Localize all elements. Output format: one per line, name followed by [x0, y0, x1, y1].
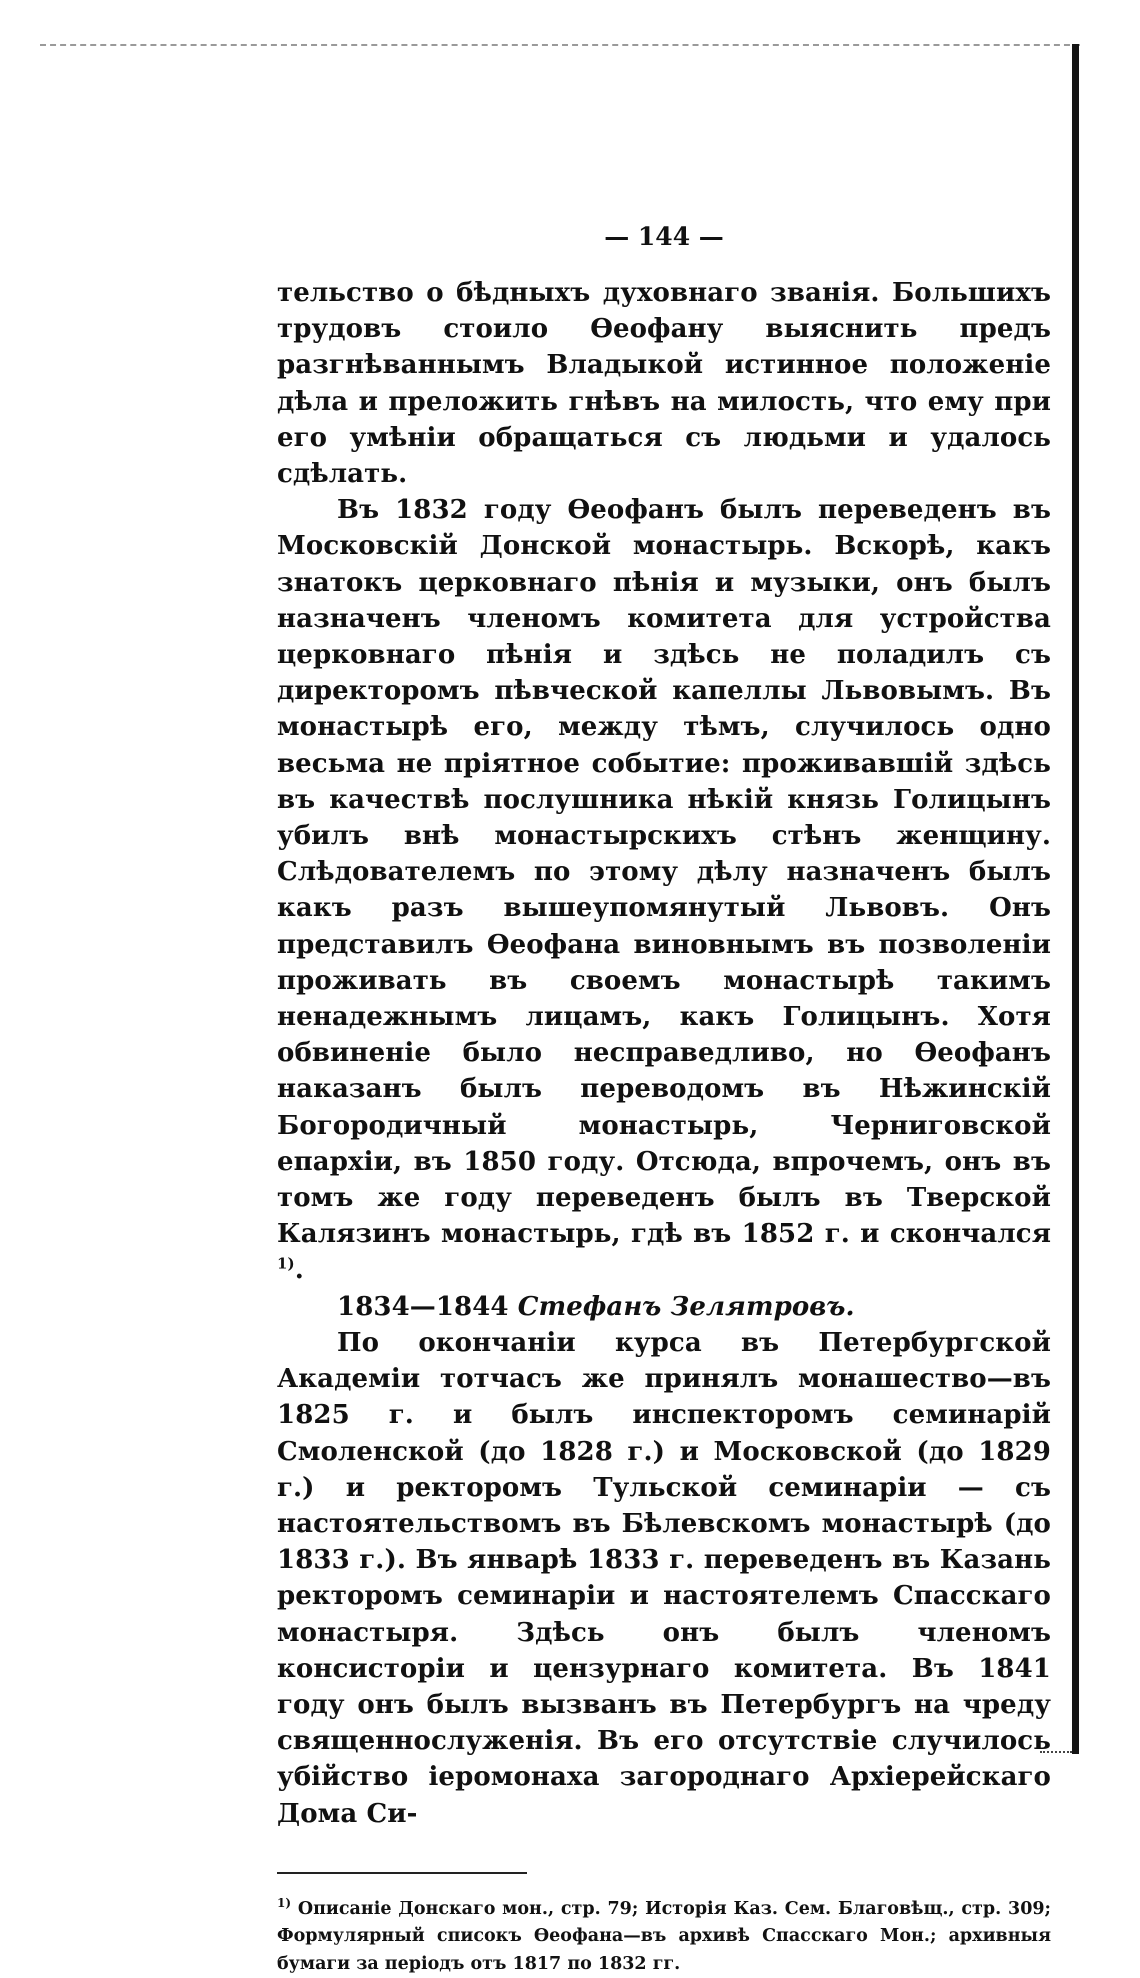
document-page — [277, 222, 1051, 1978]
paragraph-2-text: Въ 1832 году Ѳеофанъ былъ переведенъ въ Московскій Донской монастырь. Вскорѣ, какъ знатокъ церковнаго пѣнія и музыки, онъ былъ назначенъ членомъ комитета для устройства церковнаго пѣнія и здѣсь не поладилъ съ директоромъ пѣвческой капеллы Львовымъ. Въ монастырѣ его, между тѣмъ, случилось одно весьма не пріятное событие: проживавшій здѣсь въ качествѣ послушника нѣкій князь Голицынъ убилъ внѣ монастырскихъ стѣнъ женщину. Слѣдователемъ по этому дѣлу назначенъ былъ какъ разъ вышеупомянутый Львовъ. Онъ представилъ Ѳеофана виновнымъ въ позволеніи проживать въ своемъ монастырѣ такимъ ненадежнымъ лицамъ, какъ Голицынъ. Хотя обвиненіе было несправедливо, но Ѳеофанъ наказанъ былъ переводомъ въ Нѣжинскій Богородичный монастырь, Черниговской епархіи, въ 1850 году. Отсюда, впрочемъ, онъ въ томъ же году переведенъ былъ въ Тверской Калязинъ монастырь, гдѣ въ 1852 г. и скончался — [277, 495, 1051, 1250]
paragraph-2 — [277, 492, 1051, 1288]
footnotes — [277, 1896, 1051, 1978]
paragraph-2-end: . — [294, 1255, 304, 1286]
paragraph-1: тельство о бѣдныхъ духовнаго званія. Большихъ трудовъ стоило Ѳеофану выяснить предъ разгнѣваннымъ Владыкой истинное положеніе дѣла и преложить гнѣвъ на милость, что ему при его умѣніи обращаться съ людьми и удалось сдѣлать. — [277, 278, 1051, 490]
scan-top-edge — [40, 44, 1080, 46]
footnote-reference[interactable]: 1) — [277, 1254, 295, 1273]
footnote-text: Описаніе Донскаго мон., стр. 79; Исторія Каз. Сем. Благовѣщ., стр. 309; Формулярный списокъ Ѳеофана—въ архивѣ Спасскаго Мон.; архивныя бумаги за періодъ отъ 1817 по 1832 гг. — [277, 1898, 1052, 1974]
section-heading — [277, 1289, 1051, 1325]
footnote-marker: 1) — [277, 1895, 292, 1910]
footnote-divider — [277, 1872, 527, 1874]
body-text — [277, 275, 1051, 1832]
heading-name: Стефанъ Зелятровъ. — [517, 1291, 855, 1322]
page-number: — 144 — — [604, 222, 724, 251]
scan-right-edge — [1072, 44, 1079, 1754]
paragraph-3: По окончаніи курса въ Петербургской Академіи тотчасъ же принялъ монашество—въ 1825 г. и былъ инспекторомъ семинарій Смоленской (до 1828 г.) и Московской (до 1829 г.) и ректоромъ Тульской семинаріи — съ настоятельствомъ въ Бѣлевскомъ монастырѣ (до 1833 г.). Въ январѣ 1833 г. переведенъ въ Казань ректоромъ семинаріи и настоятелемъ Спасскаго монастыря. Здѣсь онъ былъ членомъ консисторіи и цензурнаго комитета. Въ 1841 году онъ былъ вызванъ въ Петербургъ на чреду священнослуженія. Въ его отсутствіе случилось убійство іеромонаха загороднаго Архіерейскаго Дома Си- — [277, 1327, 1051, 1829]
footnote-1 — [277, 1896, 1051, 1978]
heading-years: 1834—1844 — [337, 1291, 509, 1322]
